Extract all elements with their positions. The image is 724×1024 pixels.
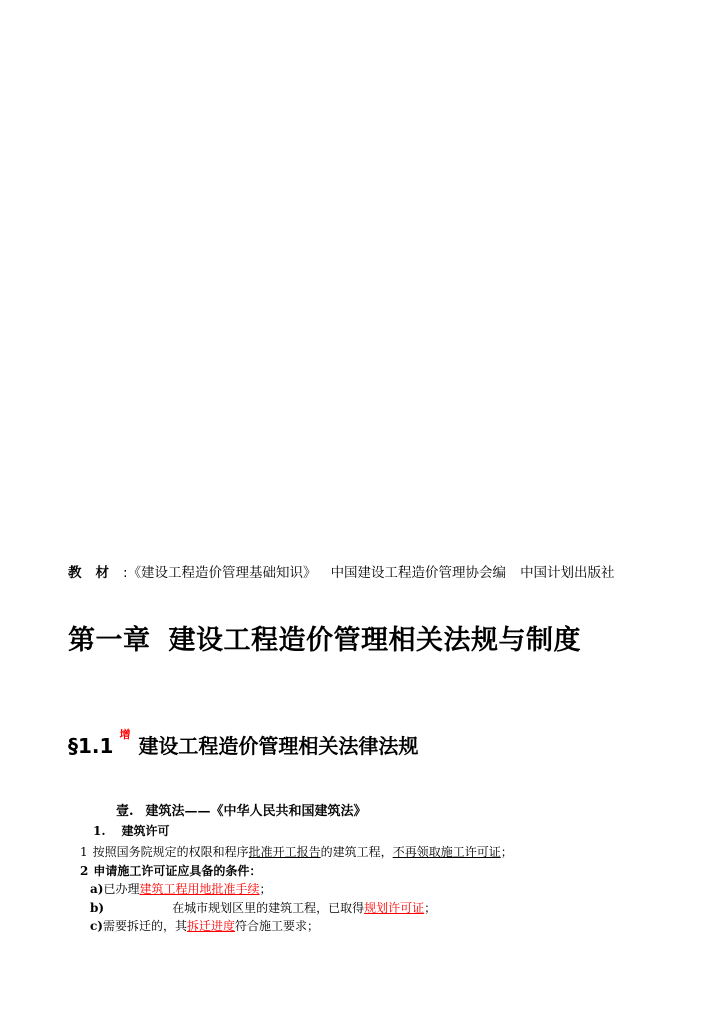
item-text: 在城市规划区里的建筑工程，已取得	[172, 901, 365, 915]
section-heading	[68, 730, 418, 759]
law-heading	[116, 800, 367, 819]
item-text: 需要拆迁的，其	[102, 919, 187, 933]
textbook-title: 《建设工程造价管理基础知识》	[127, 565, 317, 581]
list-item	[80, 843, 513, 860]
item-number: 1	[80, 845, 88, 859]
section-title: 建设工程造价管理相关法律法规	[138, 734, 419, 758]
textbook-colon: :	[123, 565, 128, 581]
highlighted-text: 建筑工程用地批准手续	[139, 882, 260, 896]
highlighted-text: 规划许可证	[364, 901, 425, 915]
list-item	[90, 917, 319, 934]
item-text: 按照国务院规定的权限和程序	[92, 845, 249, 859]
item-text: 已办理	[103, 882, 140, 896]
chapter-title: 建设工程造价管理相关法规与制度	[168, 625, 581, 656]
chapter-number: 第一章	[68, 625, 151, 656]
item-number: 2	[80, 864, 89, 878]
law-title: 建筑法——《中华人民共和国建筑法》	[145, 804, 367, 819]
textbook-editor: 中国建设工程造价管理协会编	[330, 565, 507, 581]
highlighted-text: 拆迁进度	[187, 919, 236, 933]
list-item	[80, 862, 261, 879]
section-number: §1.1	[68, 734, 114, 758]
list-item	[90, 880, 272, 897]
item-number: c)	[90, 919, 103, 933]
underlined-text: 批准开工报告	[248, 845, 321, 859]
textbook-publisher: 中国计划出版社	[520, 565, 615, 581]
underlined-text: 不再领取施工许可证	[392, 845, 501, 859]
item-number: b)	[90, 901, 105, 915]
item-text: 符合施工要求；	[235, 919, 320, 933]
item-text: 申请施工许可证应具备的条件：	[93, 864, 262, 878]
item-text: ；	[500, 845, 513, 859]
textbook-label: 教材	[68, 565, 123, 581]
section-marker: 增	[119, 728, 131, 741]
textbook-reference	[68, 561, 615, 581]
permit-title: 建筑许可	[121, 824, 170, 838]
item-number: a)	[90, 882, 104, 896]
item-text: 的建筑工程，	[320, 845, 393, 859]
permit-heading	[93, 822, 170, 839]
law-number: 壹.	[116, 804, 134, 819]
permit-number: 1.	[93, 824, 106, 838]
item-text: ；	[424, 901, 437, 915]
chapter-heading	[68, 618, 581, 657]
list-item	[90, 899, 436, 916]
item-text: ；	[259, 882, 272, 896]
